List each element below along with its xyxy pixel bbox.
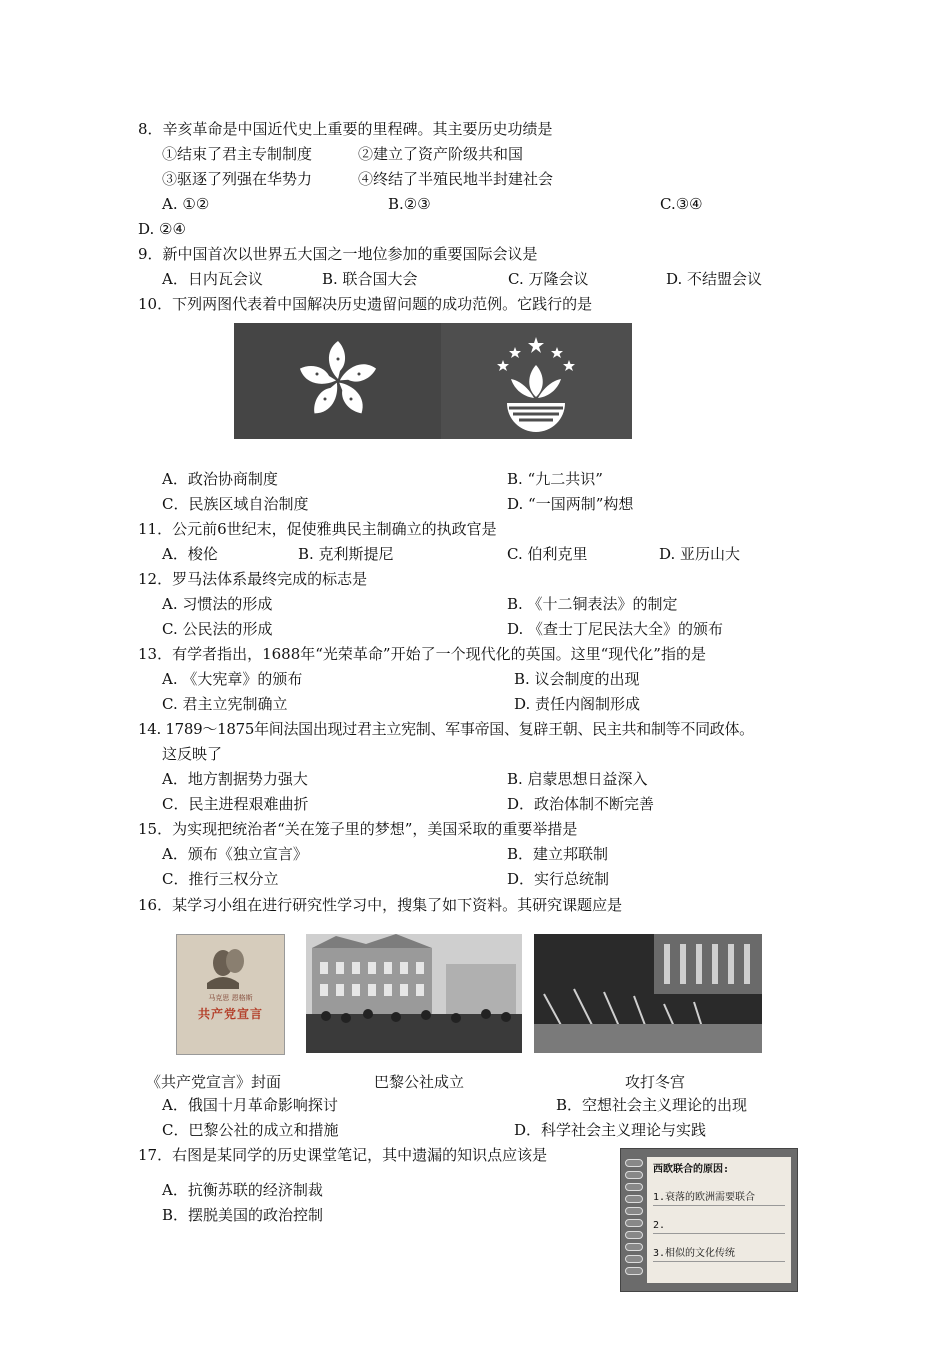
- spiral-ring: [625, 1195, 643, 1203]
- q9-option-b: B. 联合国大会: [322, 270, 418, 288]
- q15-option-a: A．颁布《独立宣言》: [162, 845, 308, 863]
- q14-stem-continued: 这反映了: [162, 745, 223, 763]
- note-line-1: 1.衰落的欧洲需要联合: [653, 1191, 785, 1206]
- q17-stem: 17．右图是某同学的历史课堂笔记，其中遗漏的知识点应该是: [138, 1146, 548, 1164]
- spiral-ring: [625, 1171, 643, 1179]
- caption-winter-palace: 攻打冬宫: [625, 1073, 686, 1091]
- q12-option-b: B. 《十二铜表法》的制定: [507, 595, 678, 613]
- q9-option-d: D. 不结盟会议: [666, 270, 763, 288]
- q16-option-a: A．俄国十月革命影响探讨: [162, 1096, 338, 1114]
- q9-option-a: A．日内瓦会议: [162, 270, 263, 288]
- q8-item3: ③驱逐了列强在华势力: [162, 170, 313, 188]
- winter-palace-image: [534, 934, 762, 1053]
- q14-option-a: A．地方割据势力强大: [162, 770, 308, 788]
- q14-option-d: D．政治体制不断完善: [507, 795, 655, 813]
- winter-palace-engraving-icon: [534, 934, 762, 1053]
- q12-option-c: C. 公民法的形成: [162, 620, 273, 638]
- spiral-ring: [625, 1183, 643, 1191]
- bauhinia-icon: [234, 323, 441, 439]
- q15-option-b: B．建立邦联制: [507, 845, 609, 863]
- q17-option-b: B．摆脱美国的政治控制: [162, 1206, 324, 1224]
- q8-option-c: C.③④: [660, 195, 703, 213]
- q8-item2: ②建立了资产阶级共和国: [358, 145, 524, 163]
- q15-option-c: C．推行三权分立: [162, 870, 279, 888]
- q15-option-d: D．实行总统制: [507, 870, 610, 888]
- q13-option-d: D. 责任内阁制形成: [514, 695, 641, 713]
- q13-option-a: A. 《大宪章》的颁布: [162, 670, 303, 688]
- lotus-icon: [441, 323, 632, 439]
- q16-stem: 16．某学习小组在进行研究性学习中，搜集了如下资料。其研究课题应是: [138, 896, 623, 914]
- macau-flag: [441, 323, 632, 439]
- q14-option-c: C．民主进程艰难曲折: [162, 795, 309, 813]
- q12-stem: 12．罗马法体系最终完成的标志是: [138, 570, 368, 588]
- paris-commune-engraving-icon: [306, 934, 522, 1053]
- q11-option-b: B. 克利斯提尼: [298, 545, 394, 563]
- q8-option-d: D. ②④: [138, 220, 186, 238]
- q13-option-c: C. 君主立宪制确立: [162, 695, 288, 713]
- q13-option-b: B. 议会制度的出现: [514, 670, 640, 688]
- spiral-ring: [625, 1219, 643, 1227]
- spiral-ring: [625, 1255, 643, 1263]
- q10-stem: 10．下列两图代表着中国解决历史遗留问题的成功范例。它践行的是: [138, 295, 593, 313]
- q8-item4: ④终结了半殖民地半封建社会: [358, 170, 554, 188]
- q8-option-b: B.②③: [388, 195, 431, 213]
- q15-stem: 15．为实现把统治者“关在笼子里的梦想”，美国采取的重要举措是: [138, 820, 578, 838]
- q17-option-a: A．抗衡苏联的经济制裁: [162, 1181, 323, 1199]
- note-line-3: 3.相似的文化传统: [653, 1247, 785, 1262]
- q13-stem: 13．有学者指出，1688年“光荣革命”开始了一个现代化的英国。这里“现代化”指的是: [138, 645, 706, 663]
- q9-stem: 9．新中国首次以世界五大国之一地位参加的重要国际会议是: [138, 245, 538, 263]
- spiral-ring: [625, 1207, 643, 1215]
- hong-kong-flag: [234, 323, 441, 439]
- q9-option-c: C. 万隆会议: [508, 270, 589, 288]
- flags-image: [234, 323, 632, 439]
- q8-item1: ①结束了君主专制制度: [162, 145, 313, 163]
- q16-option-b: B．空想社会主义理论的出现: [556, 1096, 748, 1114]
- q14-stem: 14. 1789～1875年间法国出现过君主立宪制、军事帝国、复辟王朝、民主共和制等不同政体。: [138, 720, 754, 738]
- spiral-ring: [625, 1243, 643, 1251]
- note-line-2: 2.: [653, 1219, 785, 1234]
- q10-option-b: B. “九二共识”: [507, 470, 603, 488]
- q10-option-a: A．政治协商制度: [162, 470, 278, 488]
- manifesto-title: 共产党宣言: [197, 1007, 263, 1021]
- caption-manifesto: 《共产党宣言》封面: [146, 1073, 282, 1091]
- paris-commune-image: [306, 934, 522, 1053]
- spiral-ring: [625, 1267, 643, 1275]
- q11-option-c: C. 伯利克里: [507, 545, 588, 563]
- q10-option-d: D. “一国两制”构想: [507, 495, 634, 513]
- manifesto-cover-image: [176, 934, 285, 1055]
- q8-stem: 8．辛亥革命是中国近代史上重要的里程碑。其主要历史功绩是: [138, 120, 553, 138]
- q8-option-a: A. ①②: [162, 195, 210, 213]
- q11-option-d: D. 亚历山大: [659, 545, 741, 563]
- q10-option-c: C．民族区域自治制度: [162, 495, 309, 513]
- note-title: 西欧联合的原因:: [653, 1164, 730, 1175]
- manifesto-authors: 马克思 恩格斯: [208, 994, 253, 1002]
- q11-option-a: A．梭伦: [162, 545, 218, 563]
- q12-option-d: D. 《查士丁尼民法大全》的颁布: [507, 620, 724, 638]
- notebook-page: [647, 1157, 791, 1283]
- q12-option-a: A. 习惯法的形成: [162, 595, 273, 613]
- q16-option-d: D．科学社会主义理论与实践: [514, 1121, 707, 1139]
- caption-paris-commune: 巴黎公社成立: [374, 1073, 465, 1091]
- spiral-ring: [625, 1231, 643, 1239]
- q11-stem: 11．公元前6世纪末，促使雅典民主制确立的执政官是: [138, 520, 497, 538]
- spiral-ring: [625, 1159, 643, 1167]
- notebook-image: [620, 1148, 798, 1292]
- q16-option-c: C．巴黎公社的成立和措施: [162, 1121, 339, 1139]
- q14-option-b: B. 启蒙思想日益深入: [507, 770, 648, 788]
